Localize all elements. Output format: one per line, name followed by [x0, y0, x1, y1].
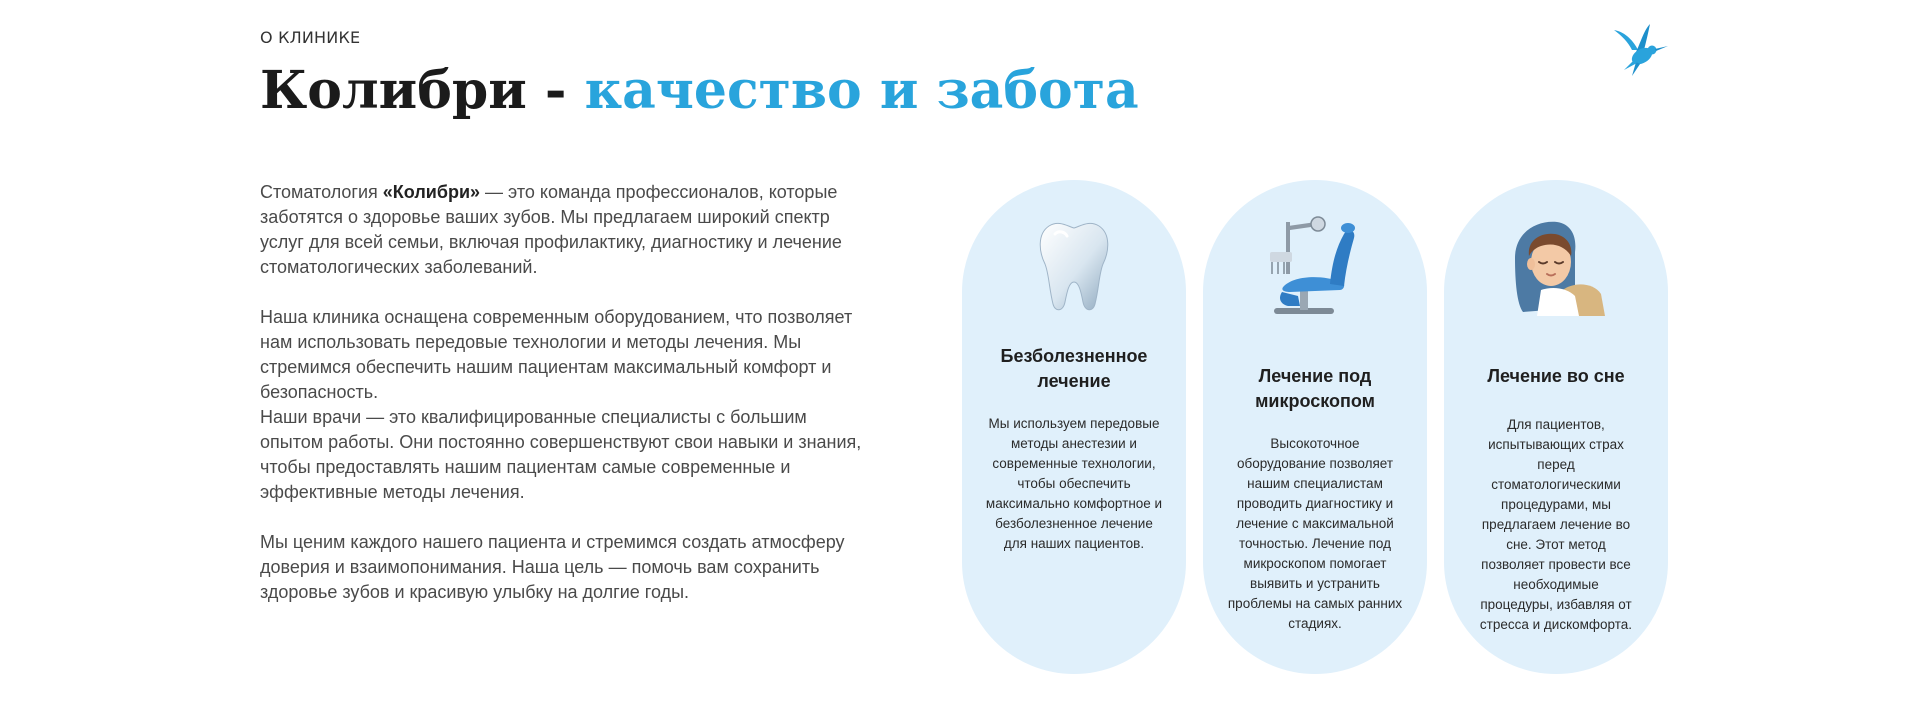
feature-text: Для пациентов, испытывающих страх перед стоматологическими процедурами, мы предлагаем лечение во сне. Этот метод позволяет провести все необходимые процедуры, избавляя от стресса и дискомфорта. [1479, 417, 1633, 632]
about-paragraph-4: Мы ценим каждого нашего пациента и стремимся создать атмосферу доверия и взаимопонимания. Наша цель — помочь вам сохранить здоровье зубов и красивую улыбку на долгие годы. [260, 532, 845, 602]
section-title [260, 62, 1139, 119]
feature-title: Лечение под микроскопом [1255, 366, 1375, 411]
dental-chair-icon [1260, 212, 1370, 322]
feature-text: Мы используем передовые методы анестезии и современные технологии, чтобы обеспечить максимально комфортное и безболезненное лечение для наших пациентов. [985, 416, 1163, 551]
hummingbird-icon[interactable] [1610, 20, 1670, 80]
about-p1-rest: — это команда профессионалов, которые заботятся о здоровье ваших зубов. Мы предлагаем широкий спектр услуг для всей семьи, включая профилактику, диагностику и лечение стоматологических заболеваний. [260, 182, 842, 277]
title-main: Колибри - [260, 60, 585, 121]
feature-text: Высокоточное оборудование позволяет нашим специалистам проводить диагностику и лечение с максимальной точностью. Лечение под микроскопом помогает выявить и устранить проблемы на самых ранних стадиях. [1227, 436, 1403, 631]
about-p1-lead: Стоматология [260, 182, 383, 202]
feature-title: Лечение во сне [1487, 366, 1625, 386]
feature-card-painless [962, 180, 1186, 674]
feature-title: Безболезненное лечение [1000, 346, 1148, 391]
about-paragraph-3: Наши врачи — это квалифицированные специалисты с большим опытом работы. Они постоянно совершенствуют свои навыки и знания, чтобы предоставлять нашим пациентам самые современные и эффективные методы лечения. [260, 407, 862, 502]
feature-card-microscope [1203, 180, 1427, 674]
about-paragraph-2: Наша клиника оснащена современным оборудованием, что позволяет нам использовать передовые технологии и методы лечения. Мы стремимся обеспечить нашим пациентам максимальный комфорт и безопасность. [260, 307, 853, 402]
about-paragraph-1 [260, 180, 870, 280]
sleeping-patient-icon [1501, 212, 1611, 322]
tooth-icon [1019, 212, 1129, 322]
brand-name: «Колибри» [382, 182, 481, 202]
section-eyebrow: О КЛИНИКЕ [260, 28, 361, 47]
feature-card-sleep [1444, 180, 1668, 674]
about-text [260, 180, 870, 605]
title-accent: качество и забота [584, 60, 1139, 121]
